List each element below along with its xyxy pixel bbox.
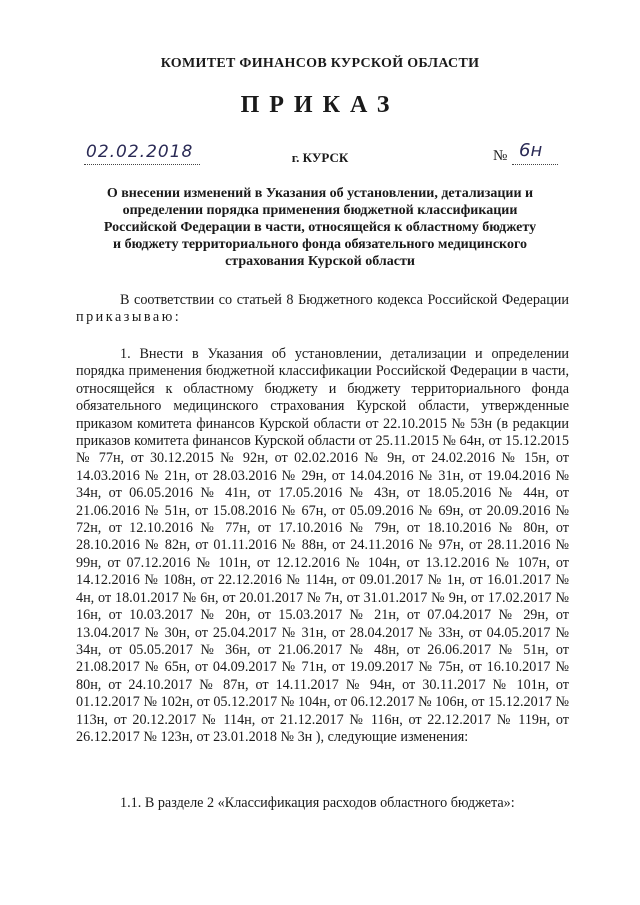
intro-paragraph — [76, 292, 569, 327]
intro-text: В соответствии со статьей 8 Бюджетного кодекса Российской Федерации — [120, 292, 569, 308]
document-title: ПРИКАЗ — [240, 92, 400, 118]
document-number: 6н — [519, 140, 543, 161]
committee-header: КОМИТЕТ ФИНАНСОВ КУРСКОЙ ОБЛАСТИ — [160, 56, 480, 71]
document-subject: О внесении изменений в Указания об установлении, детализации и определении порядка применения бюджетной классификации Российской Федерации в части, относящейся к областному бюджету и бюджету территориального фонда обязательного медицинского страхования Курской области — [103, 186, 537, 269]
document-city: г. КУРСК — [291, 150, 349, 165]
document-date: 02.02.2018 — [86, 142, 194, 162]
point-1-1-paragraph: 1.1. В разделе 2 «Классификация расходов областного бюджета»: — [120, 795, 515, 811]
point-1-paragraph: 1. Внести в Указания об установлении, детализации и определении порядка применения бюджетной классификации Российской Федерации в части, относящейся к областному бюджету и бюджету территориального фонда обязательного медицинского страхования Курской области, утвержденные приказом комитета финансов Курской области от 22.10.2015 № 53н (в редакции приказов комитета финансов Курской области от 25.11.2015 № 64н, от 15.12.2015 № 77н, от 30.12.2015 № 92н, от 02.02.2016 № 9н, от 24.02.2016 № 15н, от 14.03.2016 № 21н, от 28.03.2016 № 29н, от 14.04.2016 № 31н, от 19.04.2016 № 34н, от 06.05.2016 № 41н, от 17.05.2016 № 43н, от 18.05.2016 № 44н, от 21.06.2016 № 51н, от 15.08.2016 № 67н, от 05.09.2016 № 69н, от 20.09.2016 № 72н, от 12.10.2016 № 77н, от 17.10.2016 № 79н, от 18.10.2016 № 80н, от 28.10.2016 № 82н, от 01.11.2016 № 88н, от 24.11.2016 № 97н, от 28.11.2016 № 99н, от 07.12.2016 № 101н, от 12.12.2016 № 104н, от 13.12.2016 № 107н, от 14.12.2016 № 108н, от 22.12.2016 № 114н, от 09.01.2017 № 1н, от 16.01.2017 № 4н, от 18.01.2017 № 6н, от 20.01.2017 № 7н, от 31.01.2017 № 9н, от 17.02.2017 № 16н, от 10.03.2017 № 20н, от 15.03.2017 № 21н, от 07.04.2017 № 29н, от 13.04.2017 № 30н, от 25.04.2017 № 31н, от 28.04.2017 № 33н, от 04.05.2017 № 34н, от 05.05.2017 № 36н, от 21.06.2017 № 48н, от 26.06.2017 № 51н, от 21.08.2017 № 65н, от 04.09.2017 № 71н, от 19.09.2017 № 75н, от 16.10.2017 № 80н, от 24.10.2017 № 87н, от 14.11.2017 № 94н, от 30.11.2017 № 101н, от 01.12.2017 № 102н, от 05.12.2017 № 104н, от 06.12.2017 № 106н, от 15.12.2017 № 113н, от 20.12.2017 № 114н, от 21.12.2017 № 116н, от 22.12.2017 № 119н, от 26.12.2017 № 123н, от 23.01.2018 № 3н ), следующие изменения: — [76, 346, 569, 745]
order-word: приказываю: — [76, 309, 182, 326]
number-underline — [512, 164, 558, 165]
number-sign: № — [493, 148, 508, 164]
